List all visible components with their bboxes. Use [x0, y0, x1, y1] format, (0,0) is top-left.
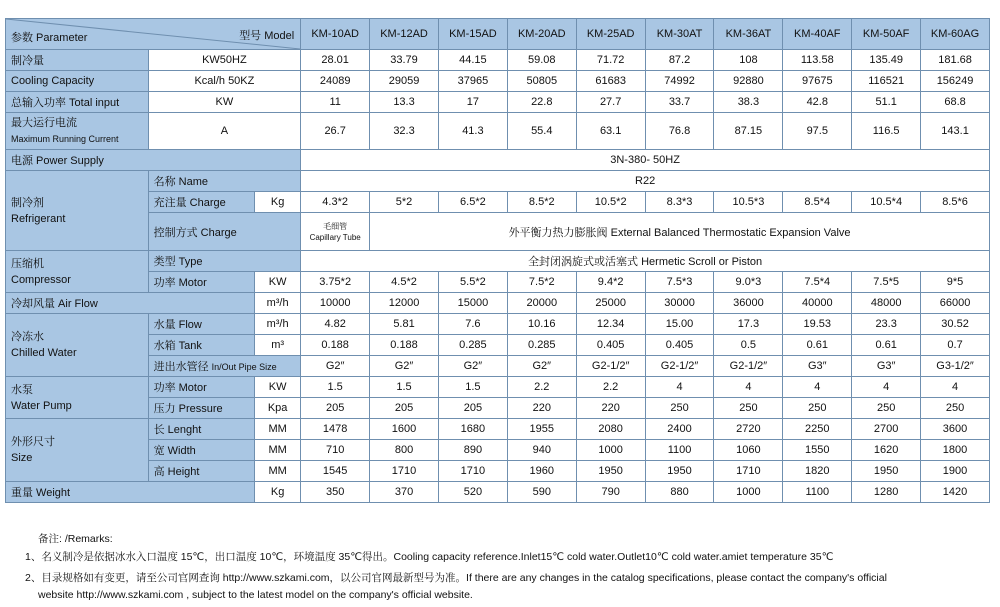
cooling-kw-km-36at: 108: [714, 50, 783, 71]
cooling-kw-row: [6, 50, 990, 71]
width-km-10ad: 710: [301, 440, 370, 461]
refrigerant-label: [6, 171, 149, 251]
chilled-tank-km-10ad: 0.188: [301, 335, 370, 356]
remarks-line-3: website http://www.szkami.com , subject to the latest model on the company's official website.: [38, 589, 473, 601]
max-current-km-20ad: 55.4: [507, 113, 576, 150]
pump-pressure-km-15ad: 205: [438, 398, 507, 419]
power-supply-value: 3N-380- 50HZ: [301, 150, 990, 171]
refrigerant-charge-km-60ag: 8.5*6: [921, 192, 990, 213]
total-input-km-12ad: 13.3: [370, 92, 439, 113]
model-header: KM-40AF: [783, 19, 852, 50]
cooling-kw-km-30at: 87.2: [645, 50, 714, 71]
air-flow-row: [6, 293, 990, 314]
refrigerant-name-row: [6, 171, 990, 192]
height-km-12ad: 1710: [370, 461, 439, 482]
size-label-en: Size: [11, 452, 33, 464]
remarks-line-2: 2、目录规格如有变更，请至公司官网查询 http://www.szkami.com，以公司官网最新型号为准。If there are any changes in the catalog specifications, please contact the company's official: [25, 572, 887, 584]
power-supply-row: [6, 150, 990, 171]
pump-motor-km-12ad: 1.5: [370, 377, 439, 398]
refrigerant-charge-km-36at: 10.5*3: [714, 192, 783, 213]
pipe-size-km-30at: G2-1/2″: [645, 356, 714, 377]
remarks-title: 备注: /Remarks:: [38, 533, 113, 545]
pipe-size-label: [148, 356, 301, 377]
width-km-20ad: 940: [507, 440, 576, 461]
height-km-50af: 1950: [852, 461, 921, 482]
pump-motor-km-25ad: 2.2: [576, 377, 645, 398]
pump-pressure-km-30at: 250: [645, 398, 714, 419]
width-label: 宽 Width: [148, 440, 254, 461]
pump-motor-unit: KW: [255, 377, 301, 398]
cooling-kw-km-50af: 135.49: [852, 50, 921, 71]
weight-km-15ad: 520: [438, 482, 507, 503]
cooling-kw-km-10ad: 28.01: [301, 50, 370, 71]
total-input-km-20ad: 22.8: [507, 92, 576, 113]
compressor-motor-km-12ad: 4.5*2: [370, 272, 439, 293]
pump-motor-km-60ag: 4: [921, 377, 990, 398]
chilled-tank-label: 水箱 Tank: [148, 335, 254, 356]
refrigerant-charge-km-15ad: 6.5*2: [438, 192, 507, 213]
chilled-flow-km-20ad: 10.16: [507, 314, 576, 335]
width-km-15ad: 890: [438, 440, 507, 461]
cooling-kw-km-40af: 113.58: [783, 50, 852, 71]
max-current-label-cn: 最大运行电流: [11, 117, 77, 129]
compressor-type-value: 全封闭涡旋式或活塞式 Hermetic Scroll or Piston: [301, 251, 990, 272]
max-current-km-12ad: 32.3: [370, 113, 439, 150]
cooling-kw-km-20ad: 59.08: [507, 50, 576, 71]
weight-km-20ad: 590: [507, 482, 576, 503]
height-km-20ad: 1960: [507, 461, 576, 482]
height-km-40af: 1820: [783, 461, 852, 482]
cooling-kcal-row: [6, 71, 990, 92]
pump-motor-km-30at: 4: [645, 377, 714, 398]
pump-motor-km-40af: 4: [783, 377, 852, 398]
cooling-kw-km-25ad: 71.72: [576, 50, 645, 71]
pipe-size-km-60ag: G3-1/2″: [921, 356, 990, 377]
chilled-tank-km-40af: 0.61: [783, 335, 852, 356]
height-km-60ag: 1900: [921, 461, 990, 482]
compressor-motor-km-25ad: 9.4*2: [576, 272, 645, 293]
model-header: KM-30AT: [645, 19, 714, 50]
compressor-motor-km-40af: 7.5*4: [783, 272, 852, 293]
capillary-tube: [301, 213, 370, 251]
max-current-km-50af: 116.5: [852, 113, 921, 150]
weight-km-10ad: 350: [301, 482, 370, 503]
height-km-36at: 1710: [714, 461, 783, 482]
compressor-motor-unit: KW: [255, 272, 301, 293]
pump-pressure-km-40af: 250: [783, 398, 852, 419]
compressor-label: [6, 251, 149, 293]
refrigerant-charge-row: [6, 192, 990, 213]
air-flow-km-30at: 30000: [645, 293, 714, 314]
refrigerant-name-value: R22: [301, 171, 990, 192]
compressor-motor-km-15ad: 5.5*2: [438, 272, 507, 293]
cooling-kw-km-15ad: 44.15: [438, 50, 507, 71]
compressor-type-label: 类型 Type: [148, 251, 301, 272]
chilled-flow-label: 水量 Flow: [148, 314, 254, 335]
pump-pressure-km-12ad: 205: [370, 398, 439, 419]
chilled-flow-km-12ad: 5.81: [370, 314, 439, 335]
pump-pressure-km-36at: 250: [714, 398, 783, 419]
refrigerant-charge-km-25ad: 10.5*2: [576, 192, 645, 213]
chilled-flow-km-10ad: 4.82: [301, 314, 370, 335]
refrigerant-charge-km-30at: 8.3*3: [645, 192, 714, 213]
capillary-en: Capillary Tube: [309, 232, 361, 242]
cooling-label-en: Cooling Capacity: [6, 71, 149, 92]
width-unit: MM: [255, 440, 301, 461]
compressor-label-en: Compressor: [11, 273, 71, 286]
pipe-size-km-40af: G3″: [783, 356, 852, 377]
chilled-tank-km-60ag: 0.7: [921, 335, 990, 356]
total-input-row: [6, 92, 990, 113]
height-km-15ad: 1710: [438, 461, 507, 482]
power-supply-label: 电源 Power Supply: [6, 150, 301, 171]
pipe-size-km-12ad: G2″: [370, 356, 439, 377]
refrigerant-charge-km-12ad: 5*2: [370, 192, 439, 213]
refrigerant-control-value: 外平衡力热力膨胀阀 External Balanced Thermostatic Expansion Valve: [370, 213, 990, 251]
compressor-type-row: [6, 251, 990, 272]
cooling-unit-kcal: Kcal/h 50KZ: [148, 71, 301, 92]
max-current-km-36at: 87.15: [714, 113, 783, 150]
refrigerant-charge-km-50af: 10.5*4: [852, 192, 921, 213]
width-km-12ad: 800: [370, 440, 439, 461]
max-current-km-40af: 97.5: [783, 113, 852, 150]
compressor-motor-km-10ad: 3.75*2: [301, 272, 370, 293]
height-unit: MM: [255, 461, 301, 482]
air-flow-km-12ad: 12000: [370, 293, 439, 314]
weight-km-60ag: 1420: [921, 482, 990, 503]
weight-km-40af: 1100: [783, 482, 852, 503]
pump-motor-km-20ad: 2.2: [507, 377, 576, 398]
weight-km-50af: 1280: [852, 482, 921, 503]
water-pump-label-en: Water Pump: [11, 399, 72, 412]
max-current-km-60ag: 143.1: [921, 113, 990, 150]
weight-km-36at: 1000: [714, 482, 783, 503]
refrigerant-charge-unit: Kg: [255, 192, 301, 213]
pump-motor-label: 功率 Motor: [148, 377, 254, 398]
total-input-km-50af: 51.1: [852, 92, 921, 113]
refrigerant-label-cn: 制冷剂: [11, 196, 44, 209]
chilled-flow-km-15ad: 7.6: [438, 314, 507, 335]
width-km-30at: 1100: [645, 440, 714, 461]
pipe-size-km-10ad: G2″: [301, 356, 370, 377]
width-km-25ad: 1000: [576, 440, 645, 461]
pump-motor-km-36at: 4: [714, 377, 783, 398]
chilled-tank-km-50af: 0.61: [852, 335, 921, 356]
pipe-size-km-15ad: G2″: [438, 356, 507, 377]
pump-pressure-row: [6, 398, 990, 419]
height-km-25ad: 1950: [576, 461, 645, 482]
cooling-kcal-km-20ad: 50805: [507, 71, 576, 92]
cooling-label-cn: 制冷量: [6, 50, 149, 71]
weight-row: [6, 482, 990, 503]
air-flow-km-10ad: 10000: [301, 293, 370, 314]
chilled-tank-km-15ad: 0.285: [438, 335, 507, 356]
chilled-tank-km-12ad: 0.188: [370, 335, 439, 356]
parameter-label: 参数 Parameter: [11, 32, 88, 44]
pump-pressure-km-10ad: 205: [301, 398, 370, 419]
air-flow-km-36at: 36000: [714, 293, 783, 314]
chilled-flow-km-36at: 17.3: [714, 314, 783, 335]
cooling-kcal-km-15ad: 37965: [438, 71, 507, 92]
chilled-tank-unit: m³: [255, 335, 301, 356]
model-header: KM-50AF: [852, 19, 921, 50]
spec-table: [5, 18, 990, 503]
total-input-km-36at: 38.3: [714, 92, 783, 113]
weight-km-25ad: 790: [576, 482, 645, 503]
water-pump-label: [6, 377, 149, 419]
model-label: 型号 Model: [239, 30, 295, 42]
compressor-motor-km-30at: 7.5*3: [645, 272, 714, 293]
total-input-km-10ad: 11: [301, 92, 370, 113]
length-km-36at: 2720: [714, 419, 783, 440]
cooling-kcal-km-50af: 116521: [852, 71, 921, 92]
refrigerant-label-en: Refrigerant: [11, 212, 66, 225]
chilled-water-label-en: Chilled Water: [11, 347, 77, 359]
pump-pressure-km-25ad: 220: [576, 398, 645, 419]
weight-km-12ad: 370: [370, 482, 439, 503]
refrigerant-charge-label: 充注量 Charge: [148, 192, 254, 213]
chilled-flow-km-60ag: 30.52: [921, 314, 990, 335]
length-km-60ag: 3600: [921, 419, 990, 440]
pump-motor-km-15ad: 1.5: [438, 377, 507, 398]
width-row: [6, 440, 990, 461]
total-input-km-40af: 42.8: [783, 92, 852, 113]
total-input-unit: KW: [148, 92, 301, 113]
cooling-unit-kw: KW50HZ: [148, 50, 301, 71]
cooling-kcal-km-30at: 74992: [645, 71, 714, 92]
max-current-km-25ad: 63.1: [576, 113, 645, 150]
air-flow-km-60ag: 66000: [921, 293, 990, 314]
compressor-motor-km-50af: 7.5*5: [852, 272, 921, 293]
refrigerant-charge-km-10ad: 4.3*2: [301, 192, 370, 213]
header-corner: [6, 19, 301, 50]
air-flow-label: 冷却风量 Air Flow: [6, 293, 255, 314]
model-header: KM-20AD: [507, 19, 576, 50]
max-current-unit: A: [148, 113, 301, 150]
weight-km-30at: 880: [645, 482, 714, 503]
length-row: [6, 419, 990, 440]
pipe-size-km-50af: G3″: [852, 356, 921, 377]
air-flow-km-15ad: 15000: [438, 293, 507, 314]
refrigerant-name-label: 名称 Name: [148, 171, 301, 192]
pump-motor-row: [6, 377, 990, 398]
model-header: KM-12AD: [370, 19, 439, 50]
model-header: KM-25AD: [576, 19, 645, 50]
chilled-flow-km-50af: 23.3: [852, 314, 921, 335]
chilled-tank-km-36at: 0.5: [714, 335, 783, 356]
total-input-km-30at: 33.7: [645, 92, 714, 113]
total-input-km-15ad: 17: [438, 92, 507, 113]
chilled-water-label: [6, 314, 149, 377]
refrigerant-control-label: 控制方式 Charge: [148, 213, 301, 251]
length-km-40af: 2250: [783, 419, 852, 440]
air-flow-km-25ad: 25000: [576, 293, 645, 314]
height-km-10ad: 1545: [301, 461, 370, 482]
size-label-cn: 外形尺寸: [11, 436, 55, 448]
cooling-kcal-km-25ad: 61683: [576, 71, 645, 92]
width-km-40af: 1550: [783, 440, 852, 461]
chilled-flow-km-25ad: 12.34: [576, 314, 645, 335]
chilled-flow-unit: m³/h: [255, 314, 301, 335]
model-header: KM-15AD: [438, 19, 507, 50]
cooling-kcal-km-10ad: 24089: [301, 71, 370, 92]
pipe-size-km-25ad: G2-1/2″: [576, 356, 645, 377]
air-flow-km-40af: 40000: [783, 293, 852, 314]
total-input-label: 总输入功率 Total input: [6, 92, 149, 113]
cooling-kcal-km-36at: 92880: [714, 71, 783, 92]
cooling-kcal-km-60ag: 156249: [921, 71, 990, 92]
cooling-kcal-km-12ad: 29059: [370, 71, 439, 92]
length-km-25ad: 2080: [576, 419, 645, 440]
water-pump-label-cn: 水泵: [11, 383, 33, 396]
width-km-60ag: 1800: [921, 440, 990, 461]
air-flow-unit: m³/h: [255, 293, 301, 314]
pump-pressure-km-60ag: 250: [921, 398, 990, 419]
length-km-30at: 2400: [645, 419, 714, 440]
length-km-12ad: 1600: [370, 419, 439, 440]
cooling-kw-km-12ad: 33.79: [370, 50, 439, 71]
pump-pressure-km-50af: 250: [852, 398, 921, 419]
capillary-cn: 毛细管: [323, 221, 348, 231]
pump-pressure-label: 压力 Pressure: [148, 398, 254, 419]
model-header: KM-36AT: [714, 19, 783, 50]
size-label: [6, 419, 149, 482]
weight-label: 重量 Weight: [6, 482, 255, 503]
remarks-line-1: 1、名义制冷是依据冰水入口温度 15℃，出口温度 10℃，环境温度 35℃得出。Cooling capacity reference.Inlet15℃ cold water.Outlet10℃ cold water.amiet temperature 35℃: [25, 551, 834, 563]
length-unit: MM: [255, 419, 301, 440]
pipe-size-km-20ad: G2″: [507, 356, 576, 377]
max-current-label-en: Maximum Running Current: [11, 134, 119, 144]
chilled-water-label-cn: 冷冻水: [11, 331, 44, 343]
length-km-10ad: 1478: [301, 419, 370, 440]
max-current-km-30at: 76.8: [645, 113, 714, 150]
air-flow-km-50af: 48000: [852, 293, 921, 314]
max-current-km-15ad: 41.3: [438, 113, 507, 150]
chilled-tank-row: [6, 335, 990, 356]
weight-unit: Kg: [255, 482, 301, 503]
pump-pressure-km-20ad: 220: [507, 398, 576, 419]
height-row: [6, 461, 990, 482]
total-input-km-25ad: 27.7: [576, 92, 645, 113]
refrigerant-control-row: [6, 213, 990, 251]
air-flow-km-20ad: 20000: [507, 293, 576, 314]
compressor-motor-label: 功率 Motor: [148, 272, 254, 293]
pump-motor-km-10ad: 1.5: [301, 377, 370, 398]
cooling-kw-km-60ag: 181.68: [921, 50, 990, 71]
chilled-tank-km-30at: 0.405: [645, 335, 714, 356]
height-km-30at: 1950: [645, 461, 714, 482]
refrigerant-charge-km-40af: 8.5*4: [783, 192, 852, 213]
height-label: 高 Height: [148, 461, 254, 482]
compressor-motor-km-60ag: 9*5: [921, 272, 990, 293]
pipe-size-km-36at: G2-1/2″: [714, 356, 783, 377]
chilled-tank-km-25ad: 0.405: [576, 335, 645, 356]
length-label: 长 Lenght: [148, 419, 254, 440]
model-header: KM-10AD: [301, 19, 370, 50]
length-km-15ad: 1680: [438, 419, 507, 440]
pipe-size-row: [6, 356, 990, 377]
max-current-label: [6, 113, 149, 150]
length-km-50af: 2700: [852, 419, 921, 440]
pipe-size-label-en: In/Out Pipe Size: [211, 362, 277, 372]
header-row: [6, 19, 990, 50]
chilled-flow-row: [6, 314, 990, 335]
width-km-36at: 1060: [714, 440, 783, 461]
length-km-20ad: 1955: [507, 419, 576, 440]
pump-pressure-unit: Kpa: [255, 398, 301, 419]
width-km-50af: 1620: [852, 440, 921, 461]
compressor-motor-km-20ad: 7.5*2: [507, 272, 576, 293]
refrigerant-charge-km-20ad: 8.5*2: [507, 192, 576, 213]
chilled-flow-km-40af: 19.53: [783, 314, 852, 335]
pipe-size-label-cn: 进出水管径: [153, 361, 209, 373]
compressor-motor-km-36at: 9.0*3: [714, 272, 783, 293]
total-input-km-60ag: 68.8: [921, 92, 990, 113]
compressor-label-cn: 压缩机: [11, 257, 44, 270]
model-header: KM-60AG: [921, 19, 990, 50]
pump-motor-km-50af: 4: [852, 377, 921, 398]
cooling-kcal-km-40af: 97675: [783, 71, 852, 92]
chilled-flow-km-30at: 15.00: [645, 314, 714, 335]
compressor-motor-row: [6, 272, 990, 293]
max-current-km-10ad: 26.7: [301, 113, 370, 150]
chilled-tank-km-20ad: 0.285: [507, 335, 576, 356]
max-current-row: [6, 113, 990, 150]
